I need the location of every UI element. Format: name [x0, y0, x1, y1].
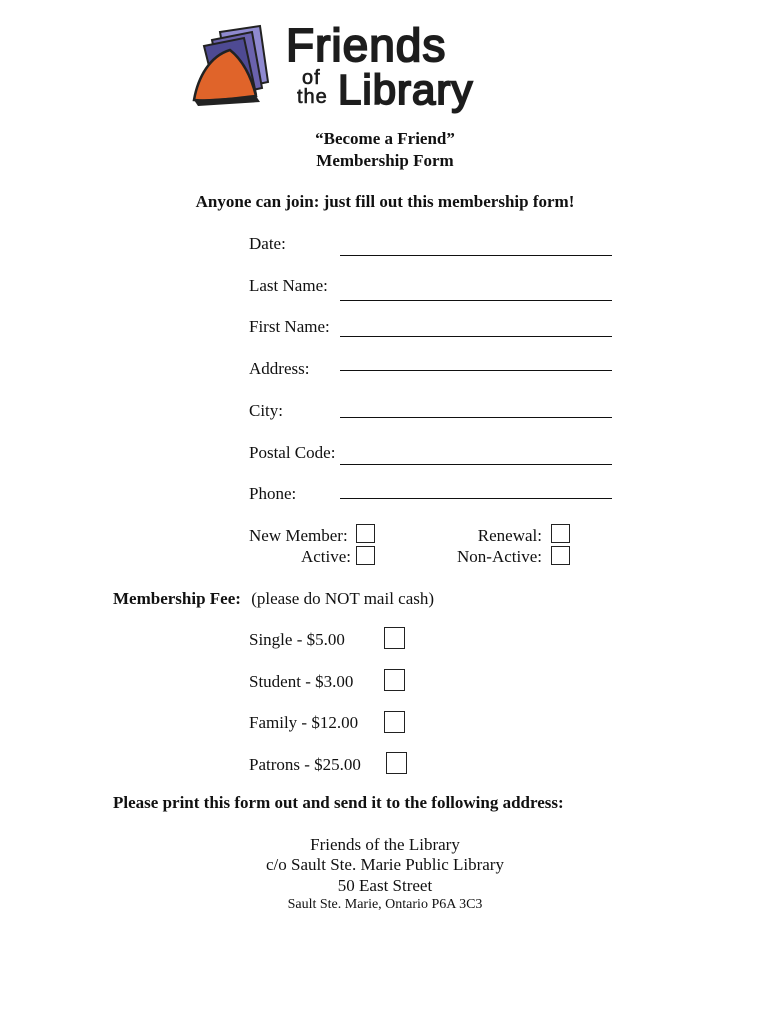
logo-word-library: Library — [338, 66, 474, 113]
logo-word-friends: Friends — [286, 19, 447, 71]
fee-student-checkbox[interactable] — [384, 669, 405, 691]
fee-student-label: Student - $3.00 — [249, 672, 354, 691]
new-member-checkbox[interactable] — [356, 524, 375, 543]
logo-word-the: the — [297, 86, 328, 108]
fee-family-label: Family - $12.00 — [249, 713, 359, 732]
last-name-field[interactable] — [340, 300, 612, 301]
active-label: Active: — [300, 547, 351, 566]
city-field[interactable] — [340, 417, 612, 418]
address-line-3: 50 East Street — [337, 876, 433, 895]
fee-patrons-label: Patrons - $25.00 — [249, 755, 361, 774]
form-subtitle: Membership Form — [316, 151, 454, 170]
address-line-4: Sault Ste. Marie, Ontario P6A 3C3 — [287, 897, 483, 912]
address-line-1: Friends of the Library — [310, 835, 460, 854]
postal-code-field[interactable] — [340, 464, 612, 465]
membership-fee-heading: Membership Fee: — [113, 589, 241, 608]
friends-of-the-library-logo — [190, 19, 490, 118]
first-name-field[interactable] — [340, 336, 612, 337]
last-name-label: Last Name: — [249, 276, 328, 295]
date-field[interactable] — [340, 255, 612, 256]
membership-fee-note: (please do NOT mail cash) — [251, 589, 435, 608]
address-field[interactable] — [340, 370, 612, 371]
fee-family-checkbox[interactable] — [384, 711, 405, 733]
renewal-label: Renewal: — [477, 526, 542, 545]
address-line-2: c/o Sault Ste. Marie Public Library — [266, 855, 504, 874]
non-active-label: Non-Active: — [457, 547, 542, 566]
city-label: City: — [249, 401, 284, 420]
new-member-label: New Member: — [249, 526, 348, 545]
form-title: “Become a Friend” — [315, 129, 455, 148]
logo-word-of: of — [302, 67, 321, 89]
intro-text: Anyone can join: just fill out this membership form! — [195, 192, 575, 211]
mailing-instruction: Please print this form out and send it to the following address: — [113, 793, 564, 812]
renewal-checkbox[interactable] — [551, 524, 570, 543]
active-checkbox[interactable] — [356, 546, 375, 565]
postal-code-label: Postal Code: — [249, 443, 336, 462]
phone-field[interactable] — [340, 498, 612, 499]
address-label: Address: — [249, 359, 310, 378]
fee-single-label: Single - $5.00 — [249, 630, 345, 649]
fee-single-checkbox[interactable] — [384, 627, 405, 649]
first-name-label: First Name: — [249, 317, 330, 336]
phone-label: Phone: — [249, 484, 297, 503]
date-label: Date: — [249, 234, 286, 253]
fee-patrons-checkbox[interactable] — [386, 752, 407, 774]
book-icon — [190, 22, 290, 112]
non-active-checkbox[interactable] — [551, 546, 570, 565]
membership-fee-row — [113, 589, 434, 609]
